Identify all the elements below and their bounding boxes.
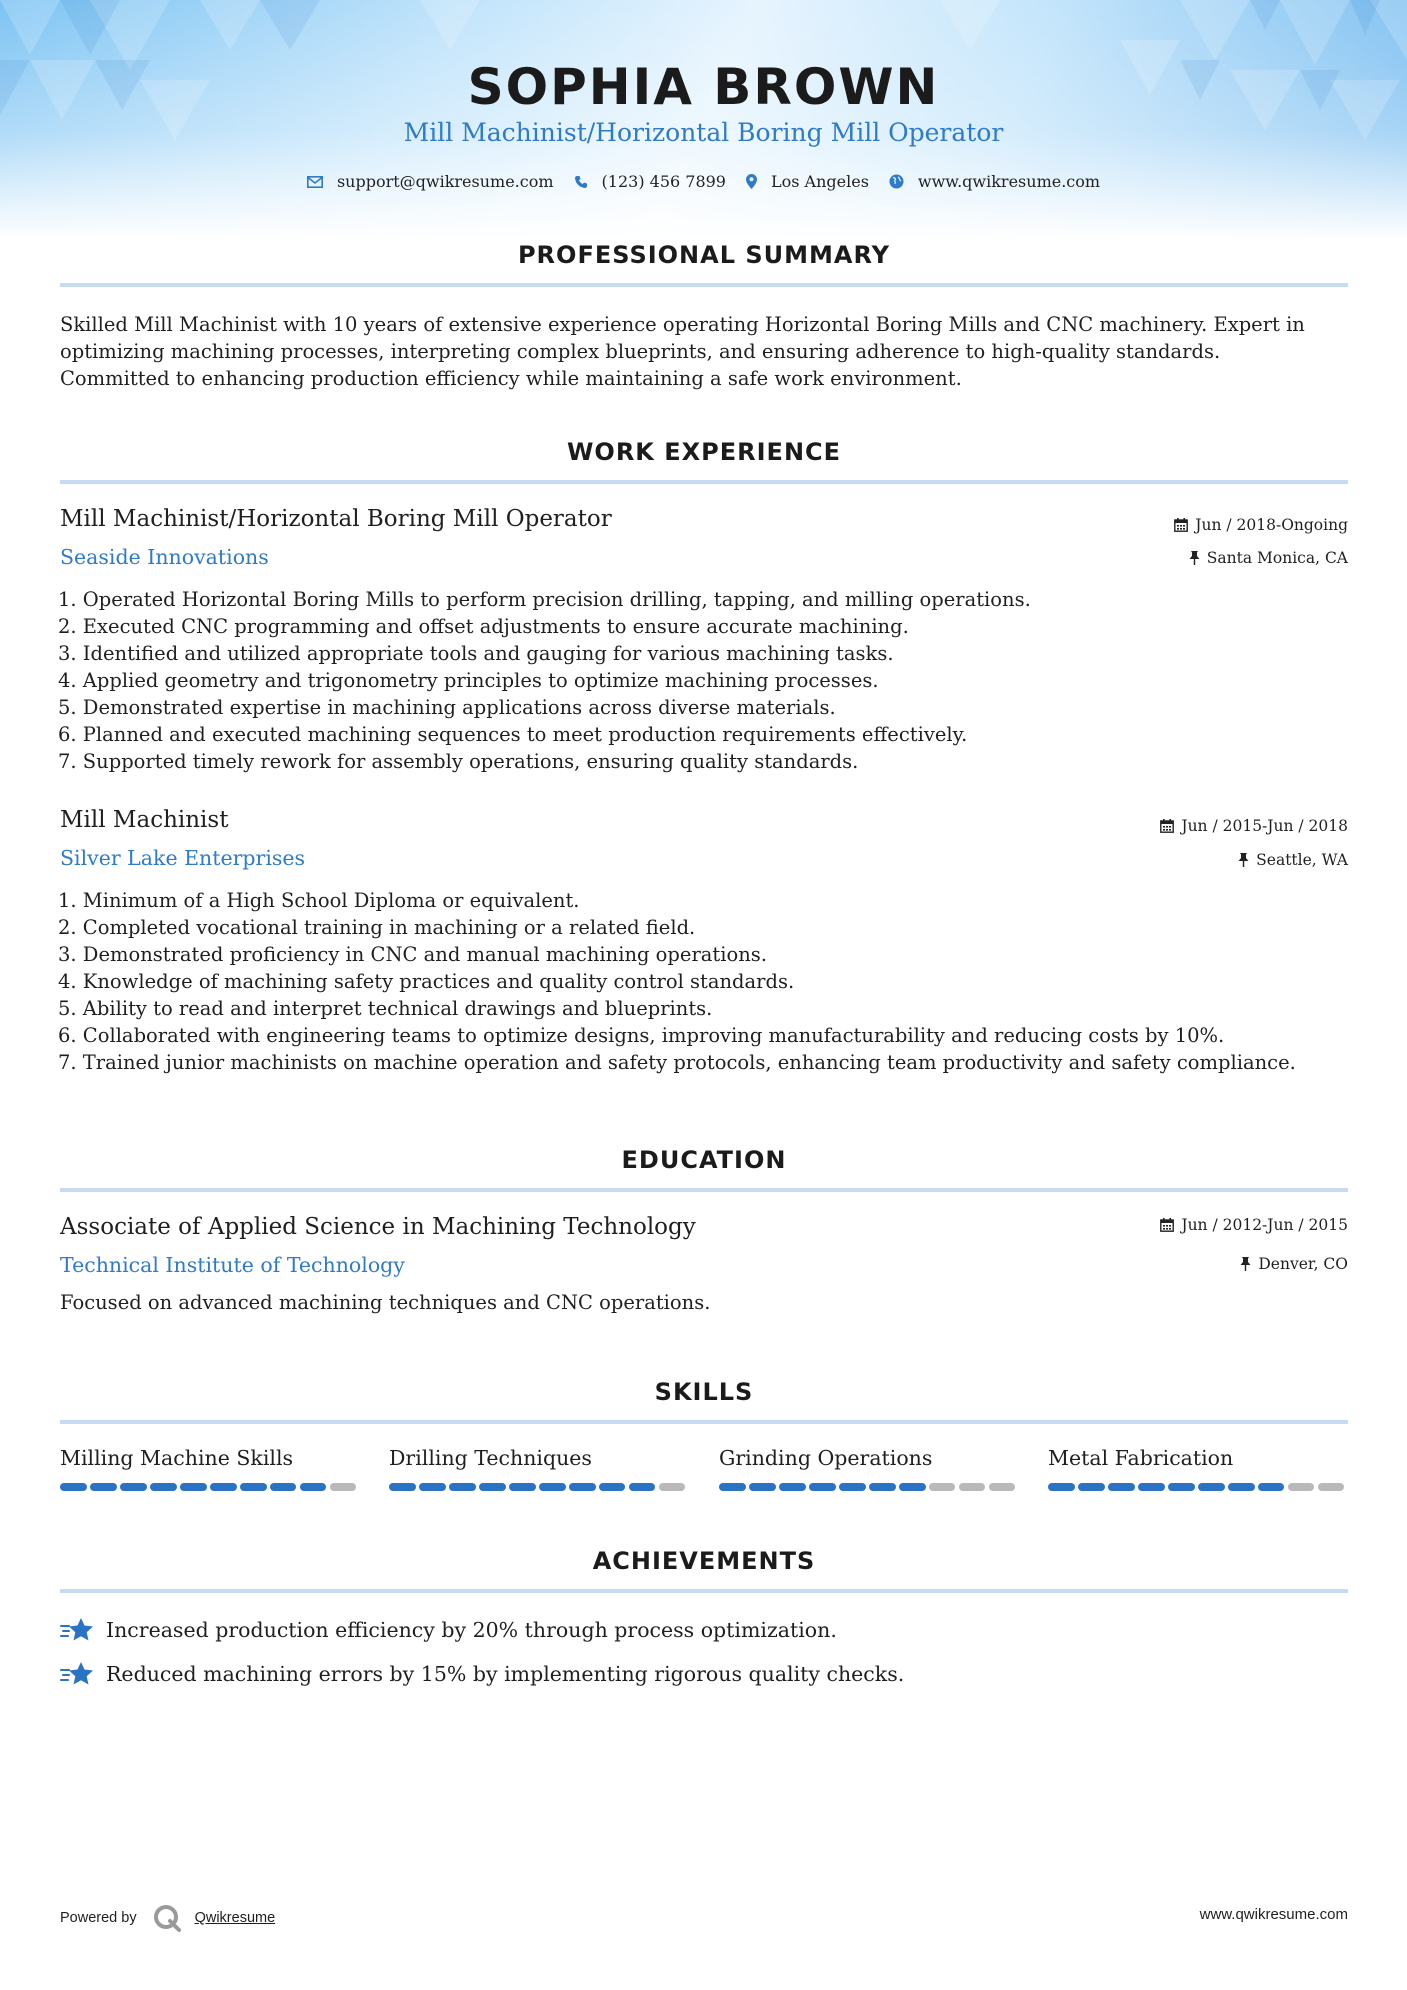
list-item: 7. Trained junior machinists on machine operation and safety protocols, enhancing team productivity and safety compliance. [58,1051,1296,1074]
globe-icon [889,174,904,189]
envelope-icon [307,176,323,188]
skill-segment-filled [120,1483,147,1491]
skill-segment-filled [180,1483,207,1491]
resume-header [0,0,1407,240]
job-dates-text: Jun / 2018-Ongoing [1195,516,1348,534]
education-rule [60,1188,1348,1192]
skill-segment-empty [659,1483,686,1491]
skill-segment-filled [150,1483,177,1491]
pin-icon [1240,1257,1251,1271]
skill-level-bar [60,1483,360,1491]
job-location-text: Seattle, WA [1256,851,1348,869]
pin-icon [1189,551,1200,565]
skill-item [719,1446,1019,1470]
skill-segment-filled [270,1483,297,1491]
skill-segment-filled [300,1483,327,1491]
education-dates [1160,1216,1348,1234]
skill-segment-filled [869,1483,896,1491]
skill-segment-empty [959,1483,986,1491]
list-item: 1. Operated Horizontal Boring Mills to perform precision drilling, tapping, and milling operations. [58,588,1031,611]
summary-heading: PROFESSIONAL SUMMARY [517,241,891,269]
pin-icon [1238,853,1249,867]
education-heading: EDUCATION [621,1146,787,1174]
company-name: Silver Lake Enterprises [60,846,306,870]
skill-segment-empty [330,1483,357,1491]
skill-segment-filled [90,1483,117,1491]
skill-segment-filled [1078,1483,1105,1491]
list-item: 3. Identified and utilized appropriate tools and gauging for various machining tasks. [58,642,894,665]
skill-segment-filled [539,1483,566,1491]
skill-segment-filled [1198,1483,1225,1491]
job-location [1189,549,1348,567]
list-item: 4. Applied geometry and trigonometry principles to optimize machining processes. [58,669,879,692]
calendar-icon [1160,1218,1174,1232]
achievement-text: Reduced machining errors by 15% by implementing rigorous quality checks. [106,1662,905,1686]
skill-item [1048,1446,1348,1470]
skill-segment-filled [1048,1483,1075,1491]
job-dates [1160,817,1348,835]
skill-level-bar [1048,1483,1348,1491]
summary-line: optimizing machining processes, interpreting complex blueprints, and ensuring adherence to high-quality standards. [60,340,1221,363]
skill-segment-filled [629,1483,656,1491]
skill-name: Metal Fabrication [1048,1446,1234,1470]
skill-segment-filled [60,1483,87,1491]
degree-title: Associate of Applied Science in Machining Technology [60,1214,696,1240]
achievement-item [60,1617,837,1643]
job-location-text: Santa Monica, CA [1206,549,1348,567]
skill-segment-empty [929,1483,956,1491]
skill-segment-empty [1318,1483,1345,1491]
skill-segment-filled [899,1483,926,1491]
skill-segment-filled [1138,1483,1165,1491]
footer-website[interactable]: www.qwikresume.com [1199,1906,1348,1923]
summary-line: Skilled Mill Machinist with 10 years of extensive experience operating Horizontal Boring Mills and CNC machinery. Expert in [60,313,1305,336]
skill-segment-filled [809,1483,836,1491]
skill-segment-filled [599,1483,626,1491]
powered-by-label: Powered by [60,1910,137,1926]
contact-phone[interactable] [574,172,726,191]
skill-name: Grinding Operations [719,1446,933,1470]
skill-segment-filled [210,1483,237,1491]
website-text: www.qwikresume.com [917,172,1101,191]
map-marker-icon [746,174,757,189]
job-location [1238,851,1348,869]
summary-text [60,311,1350,392]
list-item: 7. Supported timely rework for assembly operations, ensuring quality standards. [58,750,859,773]
calendar-icon [1174,518,1188,532]
education-location-text: Denver, CO [1258,1255,1348,1273]
skill-item [60,1446,360,1470]
phone-icon [574,175,588,189]
list-item: 4. Knowledge of machining safety practices and quality control standards. [58,970,795,993]
list-item: 2. Executed CNC programming and offset adjustments to ensure accurate machining. [58,615,909,638]
skill-name: Drilling Techniques [389,1446,592,1470]
phone-text: (123) 456 7899 [601,172,726,191]
skill-item [389,1446,689,1470]
summary-rule [60,283,1348,287]
skill-segment-filled [389,1483,416,1491]
contact-email[interactable] [307,172,554,191]
summary-line: Committed to enhancing production efficiency while maintaining a safe work environment. [60,367,962,390]
skill-segment-filled [1228,1483,1255,1491]
achievements-heading: ACHIEVEMENTS [592,1547,816,1575]
location-text: Los Angeles [770,172,869,191]
skill-segment-filled [479,1483,506,1491]
list-item: 6. Planned and executed machining sequences to meet production requirements effectively. [58,723,968,746]
skill-segment-filled [749,1483,776,1491]
skill-name: Milling Machine Skills [60,1446,294,1470]
education-dates-text: Jun / 2012-Jun / 2015 [1181,1216,1348,1234]
skill-level-bar [719,1483,1019,1491]
job-title: Mill Machinist [60,807,229,833]
achievements-rule [60,1589,1348,1593]
list-item: 2. Completed vocational training in machining or a related field. [58,916,696,939]
skill-segment-filled [779,1483,806,1491]
list-item: 6. Collaborated with engineering teams to optimize designs, improving manufacturability and reducing costs by 10%. [58,1024,1225,1047]
skill-segment-filled [419,1483,446,1491]
contact-bar [0,172,1407,191]
skill-segment-filled [839,1483,866,1491]
contact-website[interactable] [889,172,1100,191]
company-name: Seaside Innovations [60,545,269,569]
skill-segment-empty [989,1483,1016,1491]
skill-segment-filled [1258,1483,1285,1491]
achievement-item [60,1661,904,1687]
skill-segment-filled [1108,1483,1135,1491]
job-title: Mill Machinist/Horizontal Boring Mill Operator [60,506,612,532]
job-dates [1174,516,1348,534]
education-description: Focused on advanced machining techniques and CNC operations. [60,1291,711,1314]
experience-rule [60,480,1348,484]
candidate-title: Mill Machinist/Horizontal Boring Mill Operator [403,118,1004,147]
education-location [1240,1255,1348,1273]
job-duties-list [58,887,1358,1076]
skill-segment-filled [569,1483,596,1491]
skill-segment-filled [509,1483,536,1491]
email-text: support@qwikresume.com [336,172,554,191]
skill-level-bar [389,1483,689,1491]
list-item: 5. Ability to read and interpret technical drawings and blueprints. [58,997,713,1020]
experience-heading: WORK EXPERIENCE [566,438,842,466]
job-dates-text: Jun / 2015-Jun / 2018 [1181,817,1348,835]
candidate-name: SOPHIA BROWN [467,58,940,116]
achievement-text: Increased production efficiency by 20% through process optimization. [106,1618,837,1642]
skill-segment-empty [1288,1483,1315,1491]
qwikresume-logo-icon [153,1904,181,1932]
skill-segment-filled [240,1483,267,1491]
star-icon [60,1661,94,1687]
list-item: 3. Demonstrated proficiency in CNC and manual machining operations. [58,943,767,966]
skills-heading: SKILLS [654,1378,754,1406]
contact-location [746,172,869,191]
list-item: 1. Minimum of a High School Diploma or equivalent. [58,889,580,912]
brand-link[interactable]: Qwikresume [194,1910,276,1926]
skills-rule [60,1420,1348,1424]
skill-segment-filled [719,1483,746,1491]
school-name: Technical Institute of Technology [60,1253,405,1277]
calendar-icon [1160,819,1174,833]
list-item: 5. Demonstrated expertise in machining applications across diverse materials. [58,696,836,719]
job-duties-list [58,586,1358,775]
skill-segment-filled [449,1483,476,1491]
star-icon [60,1617,94,1643]
footer-powered-by [60,1904,275,1932]
skill-segment-filled [1168,1483,1195,1491]
